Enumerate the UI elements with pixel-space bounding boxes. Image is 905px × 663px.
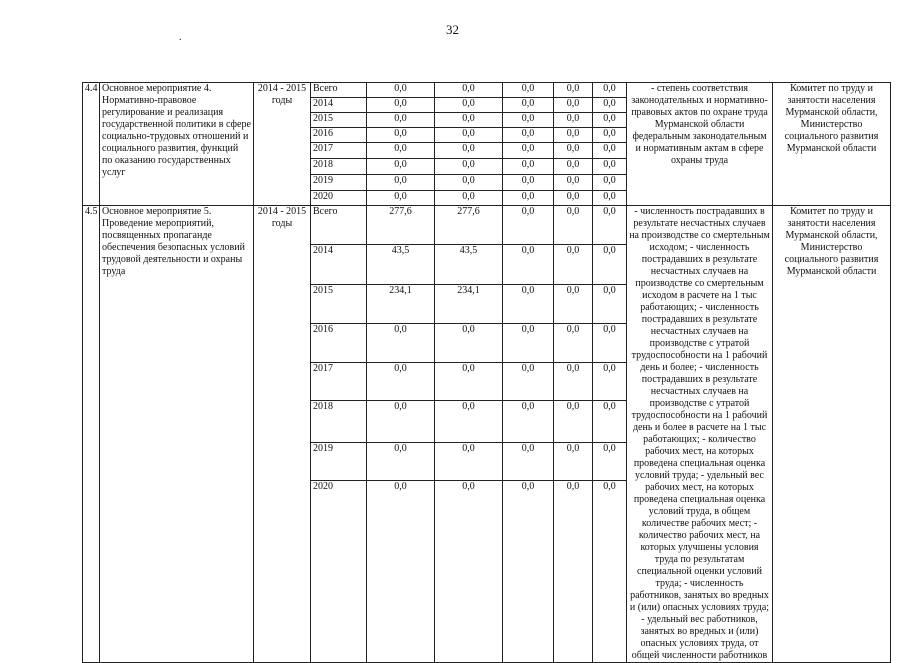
value-cell: 0,0 xyxy=(503,159,554,175)
value-cell: 0,0 xyxy=(435,98,503,113)
year-cell: 2020 xyxy=(311,191,367,206)
value-cell: 0,0 xyxy=(367,159,435,175)
year-cell: 2018 xyxy=(311,159,367,175)
value-cell: 0,0 xyxy=(554,159,593,175)
value-cell: 0,0 xyxy=(554,284,593,323)
year-cell: Всего xyxy=(311,83,367,98)
value-cell: 43,5 xyxy=(367,244,435,284)
row-number: 4.5 xyxy=(83,206,100,663)
value-cell: 0,0 xyxy=(503,128,554,143)
value-cell: 0,0 xyxy=(435,175,503,191)
year-cell: 2019 xyxy=(311,442,367,481)
value-cell: 0,0 xyxy=(435,143,503,159)
value-cell: 0,0 xyxy=(593,159,627,175)
value-cell: 0,0 xyxy=(435,481,503,663)
measure-description: Основное мероприятие 4. Нормативно-правовое регулирование и реализация государственной политики в сфере социально-трудовых отношений и социального развития, функций по оказанию государственных услуг xyxy=(100,83,254,206)
value-cell: 0,0 xyxy=(367,323,435,362)
year-cell: 2015 xyxy=(311,284,367,323)
value-cell: 0,0 xyxy=(593,481,627,663)
program-table xyxy=(82,82,891,663)
value-cell: 0,0 xyxy=(554,143,593,159)
year-cell: 2016 xyxy=(311,323,367,362)
value-cell: 0,0 xyxy=(503,98,554,113)
value-cell: 0,0 xyxy=(554,401,593,442)
value-cell: 0,0 xyxy=(593,113,627,128)
year-cell: 2015 xyxy=(311,113,367,128)
value-cell: 0,0 xyxy=(367,191,435,206)
value-cell: 0,0 xyxy=(367,128,435,143)
value-cell: 0,0 xyxy=(367,175,435,191)
value-cell: 234,1 xyxy=(367,284,435,323)
value-cell: 0,0 xyxy=(554,98,593,113)
value-cell: 43,5 xyxy=(435,244,503,284)
value-cell: 0,0 xyxy=(593,143,627,159)
year-cell: 2014 xyxy=(311,244,367,284)
value-cell: 0,0 xyxy=(503,83,554,98)
value-cell: 0,0 xyxy=(503,244,554,284)
implementation-period: 2014 - 2015 годы xyxy=(254,206,311,663)
responsible-executor: Комитет по труду и занятости населения Мурманской области, Министерство социального развития Мурманской области xyxy=(773,206,891,663)
value-cell: 0,0 xyxy=(593,98,627,113)
value-cell: 0,0 xyxy=(435,83,503,98)
value-cell: 0,0 xyxy=(554,442,593,481)
value-cell: 0,0 xyxy=(503,175,554,191)
value-cell: 0,0 xyxy=(435,128,503,143)
value-cell: 0,0 xyxy=(593,175,627,191)
value-cell: 0,0 xyxy=(593,128,627,143)
value-cell: 0,0 xyxy=(554,175,593,191)
value-cell: 0,0 xyxy=(593,206,627,245)
value-cell: 0,0 xyxy=(554,113,593,128)
year-cell: 2017 xyxy=(311,143,367,159)
implementation-period: 2014 - 2015 годы xyxy=(254,83,311,206)
value-cell: 0,0 xyxy=(435,159,503,175)
value-cell: 0,0 xyxy=(503,481,554,663)
year-cell: 2017 xyxy=(311,362,367,401)
year-cell: Всего xyxy=(311,206,367,245)
value-cell: 0,0 xyxy=(367,113,435,128)
value-cell: 234,1 xyxy=(435,284,503,323)
value-cell: 0,0 xyxy=(503,284,554,323)
value-cell: 0,0 xyxy=(554,206,593,245)
value-cell: 0,0 xyxy=(593,442,627,481)
value-cell: 0,0 xyxy=(593,244,627,284)
value-cell: 0,0 xyxy=(503,323,554,362)
value-cell: 0,0 xyxy=(435,323,503,362)
value-cell: 0,0 xyxy=(503,191,554,206)
row-number: 4.4 xyxy=(83,83,100,206)
indicators-cell: - численность пострадавших в результате несчастных случаев на производстве со смертельным исходом; - численность пострадавших в результате несчастных случаев на производстве со смертельным исходом в расчете на 1 тыс работающих; - численность пострадавших в результате несчастных случаев на производстве с утратой трудоспособности на 1 рабочий день и более; - численность пострадавших в результате несчастных случаев на производстве с утратой трудоспособности на 1 рабочий день и более в расчете на 1 тыс работающих; - количество рабочих мест, на которых проведена специальная оценка условий труда; - удельный вес рабочих мест, на которых проведена специальная оценка условий труда, в общем количестве рабочих мест; - количество рабочих мест, на которых улучшены условия труда по результатам специальной оценки условий труда; - численность работников, занятых во вредных и (или) опасных условиях труда; - удельный вес работников, занятых во вредных и (или) опасных условиях труда, от общей численности работников xyxy=(627,206,773,663)
value-cell: 0,0 xyxy=(503,206,554,245)
year-cell: 2016 xyxy=(311,128,367,143)
responsible-executor: Комитет по труду и занятости населения Мурманской области, Министерство социального развития Мурманской области xyxy=(773,83,891,206)
value-cell: 0,0 xyxy=(554,128,593,143)
value-cell: 0,0 xyxy=(593,323,627,362)
value-cell: 0,0 xyxy=(503,401,554,442)
value-cell: 0,0 xyxy=(554,83,593,98)
value-cell: 0,0 xyxy=(367,481,435,663)
year-cell: 2018 xyxy=(311,401,367,442)
value-cell: 0,0 xyxy=(554,191,593,206)
value-cell: 0,0 xyxy=(367,362,435,401)
value-cell: 0,0 xyxy=(367,98,435,113)
value-cell: 0,0 xyxy=(554,323,593,362)
value-cell: 0,0 xyxy=(554,481,593,663)
value-cell: 0,0 xyxy=(554,362,593,401)
value-cell: 0,0 xyxy=(593,284,627,323)
value-cell: 0,0 xyxy=(435,442,503,481)
table-row xyxy=(83,206,891,245)
value-cell: 0,0 xyxy=(367,401,435,442)
value-cell: 0,0 xyxy=(503,362,554,401)
value-cell: 0,0 xyxy=(503,113,554,128)
value-cell: 0,0 xyxy=(503,442,554,481)
page-number: 32 xyxy=(446,22,459,37)
value-cell: 0,0 xyxy=(435,401,503,442)
year-cell: 2014 xyxy=(311,98,367,113)
table-row xyxy=(83,83,891,98)
indicators-cell: - степень соответствия законодательных и нормативно-правовых актов по охране труда Мурманской области федеральным законодательным и нормативным актам в сфере охраны труда xyxy=(627,83,773,206)
value-cell: 277,6 xyxy=(367,206,435,245)
year-cell: 2019 xyxy=(311,175,367,191)
value-cell: 0,0 xyxy=(503,143,554,159)
value-cell: 0,0 xyxy=(593,83,627,98)
value-cell: 0,0 xyxy=(593,362,627,401)
value-cell: 0,0 xyxy=(593,191,627,206)
value-cell: 0,0 xyxy=(554,244,593,284)
value-cell: 277,6 xyxy=(435,206,503,245)
stray-mark: . xyxy=(179,32,182,43)
value-cell: 0,0 xyxy=(435,362,503,401)
year-cell: 2020 xyxy=(311,481,367,663)
value-cell: 0,0 xyxy=(593,401,627,442)
value-cell: 0,0 xyxy=(435,113,503,128)
value-cell: 0,0 xyxy=(367,442,435,481)
measure-description: Основное мероприятие 5. Проведение мероприятий, посвященных пропаганде обеспечения безопасных условий трудовой деятельности и охраны труда xyxy=(100,206,254,663)
value-cell: 0,0 xyxy=(367,143,435,159)
value-cell: 0,0 xyxy=(367,83,435,98)
value-cell: 0,0 xyxy=(435,191,503,206)
